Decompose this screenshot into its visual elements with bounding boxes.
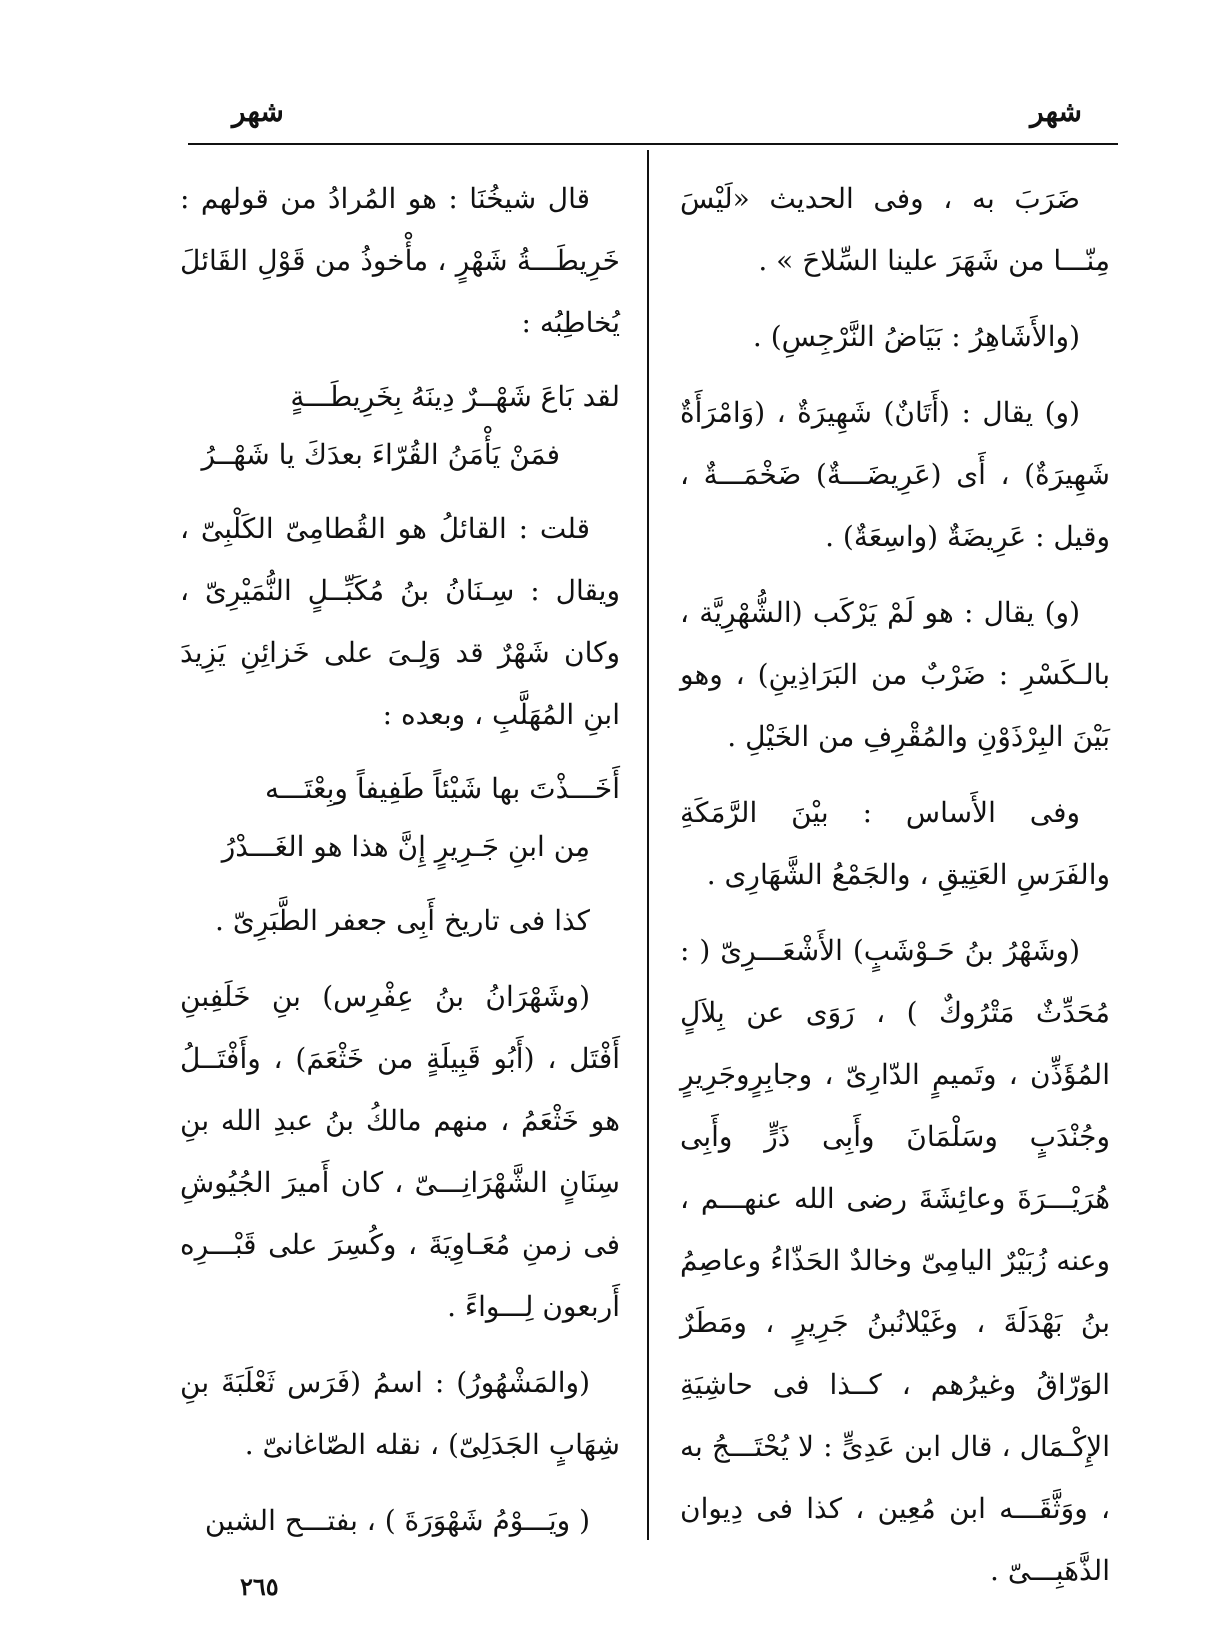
header-word-left: شهر bbox=[232, 95, 284, 128]
entry-paragraph: ضَرَبَ به ، وفى الحديث «لَيْسَ مِنّـــا من شَهَرَ علينا السِّلاحَ » . bbox=[680, 182, 1110, 277]
entry-paragraph: (والمَشْهُورُ) : اسمُ (فَرَس ثَعْلَبَةَ بنِ شِهَابٍ الجَدَلِىّ) ، نقله الصّاغانىّ . bbox=[180, 1366, 620, 1461]
entry-paragraph: (وشَهْرَانُ بنُ عِفْرِس) بنِ خَلَفِبنِ أَفْتَل ، (أَبُو قَبِيلَةٍ من خَثْعَمَ) ، وأَفْتَــلُ هو خَثْعَمُ ، منهم مالكُ بنُ عبدِ الله بنِ سِنَانٍ الشَّهْرَانِـــىّ ، كان أَميرَ الجُيُوشِ فى زمنِ مُعَـاوِيَةَ ، وكُسِرَ على قَبْـــرِه أَربعون لِـــواءً . bbox=[180, 980, 620, 1323]
entry-paragraph: (و) يقال : هو لَمْ يَرْكَب (الشُّهْرِيَّة ، بالـكَسْرِ : ضَرْبٌ من البَرَاذِينِ) ، وهو بَيْنَ البِرْذَوْنِ والمُقْرِفِ من الخَيْلِ . bbox=[680, 596, 1110, 753]
entry-paragraph: كذا فى تاريخ أَبِى جعفر الطَّبَرِىّ . bbox=[215, 904, 590, 937]
entry-paragraph: قال شيخُنَا : هو المُرادُ من قولهم : خَرِيطَـــةُ شَهْرٍ ، مأْخوذُ من قَوْلِ القَائلَ يُخاطِبُه : bbox=[180, 182, 620, 339]
entry-paragraph: (وشَهْرُ بنُ حَـوْشَبٍ) الأَشْعَـــرِىّ ( : مُحَدِّثٌ مَتْرُوكٌ ) ، رَوَى عن بِلاَلٍ المُؤَذِّن ، وتَميمٍ الدّارِىّ ، وجابِرٍوجَرِيرٍ وجُنْدَبٍ وسَلْمَانَ وأَبِى ذَرٍّ وأَبِى هُرَيْـــرَةَ وعائِشَةَ رضى الله عنهـــم ، وعنه زُبَيْرٌ اليامِىّ وخالدٌ الحَذّاءُ وعاصِمُ بنُ بَهْدَلَةَ ، وغَيْلانُبنُ جَرِيرٍ ، ومَطَرٌ الوَرّاقُ وغيرُهم ، كــذا فى حاشِيَةِ الإِكْـمَال ، قال ابن عَدِىٍّ : لا يُحْتَـــجُ به ، ووَثَّقَـــه ابن مُعِين ، كذا فى دِيوان الذَّهَبِـــىّ . bbox=[680, 934, 1110, 1587]
right-column bbox=[680, 168, 1110, 1616]
verse-hemistich: أَخَـــذْتَ بها شَيْئاً طَفِيفاً وبِعْتَـــه bbox=[265, 772, 620, 805]
entry-paragraph: ( ويَـــوْمُ شَهْوَرَةَ ) ، بفتـــح الشين bbox=[204, 1504, 590, 1537]
header-word-right: شهر bbox=[1030, 95, 1082, 128]
verse-hemistich: لقد بَاعَ شَهْــرٌ دِينَهُ بِخَرِيطَـــةٍ bbox=[290, 380, 620, 413]
verse-hemistich: مِن ابنِ جَـرِيرٍ إِنَّ هذا هو الغَـــدْرُ bbox=[221, 830, 590, 863]
entry-paragraph: (والأَشَاهِرُ : بَيَاضُ النَّرْجِسِ) . bbox=[752, 320, 1080, 353]
entry-paragraph: وفى الأَساس : بيْنَ الرَّمَكَةِ والفَرَسِ العَتِيقِ ، والجَمْعُ الشَّهَارِى . bbox=[680, 796, 1110, 891]
page-number: ٢٦٥ bbox=[240, 1572, 279, 1601]
entry-paragraph: قلت : القائلُ هو القُطامِىّ الكَلْبِىّ ، ويقال : سِـنَانُ بنُ مُكَبِّــلٍ النُّمَيْرِىّ ، وكان شَهْرٌ قد وَلِـىَ على خَزائِنِ يَزِيدَ ابنِ المُهَلَّبِ ، وبعده : bbox=[180, 512, 620, 731]
left-column bbox=[180, 168, 620, 1566]
poetry-verse bbox=[180, 368, 620, 484]
entry-paragraph: (و) يقال : (أَتَانٌ) شَهِيرَةٌ ، (وَامْرَأَةٌ شَهِيرَةٌ) ، أَى (عَرِيضَـــةٌ) ضَخْمَـــةٌ ، وقيل : عَرِيضَةٌ (واسِعَةٌ) . bbox=[680, 396, 1110, 553]
poetry-verse bbox=[180, 760, 620, 876]
header-rule bbox=[188, 143, 1118, 145]
column-divider bbox=[647, 150, 649, 1540]
verse-hemistich: فمَنْ يَأْمَنُ القُرّاءَ بعدَكَ يا شَهْــرُ bbox=[201, 438, 560, 471]
